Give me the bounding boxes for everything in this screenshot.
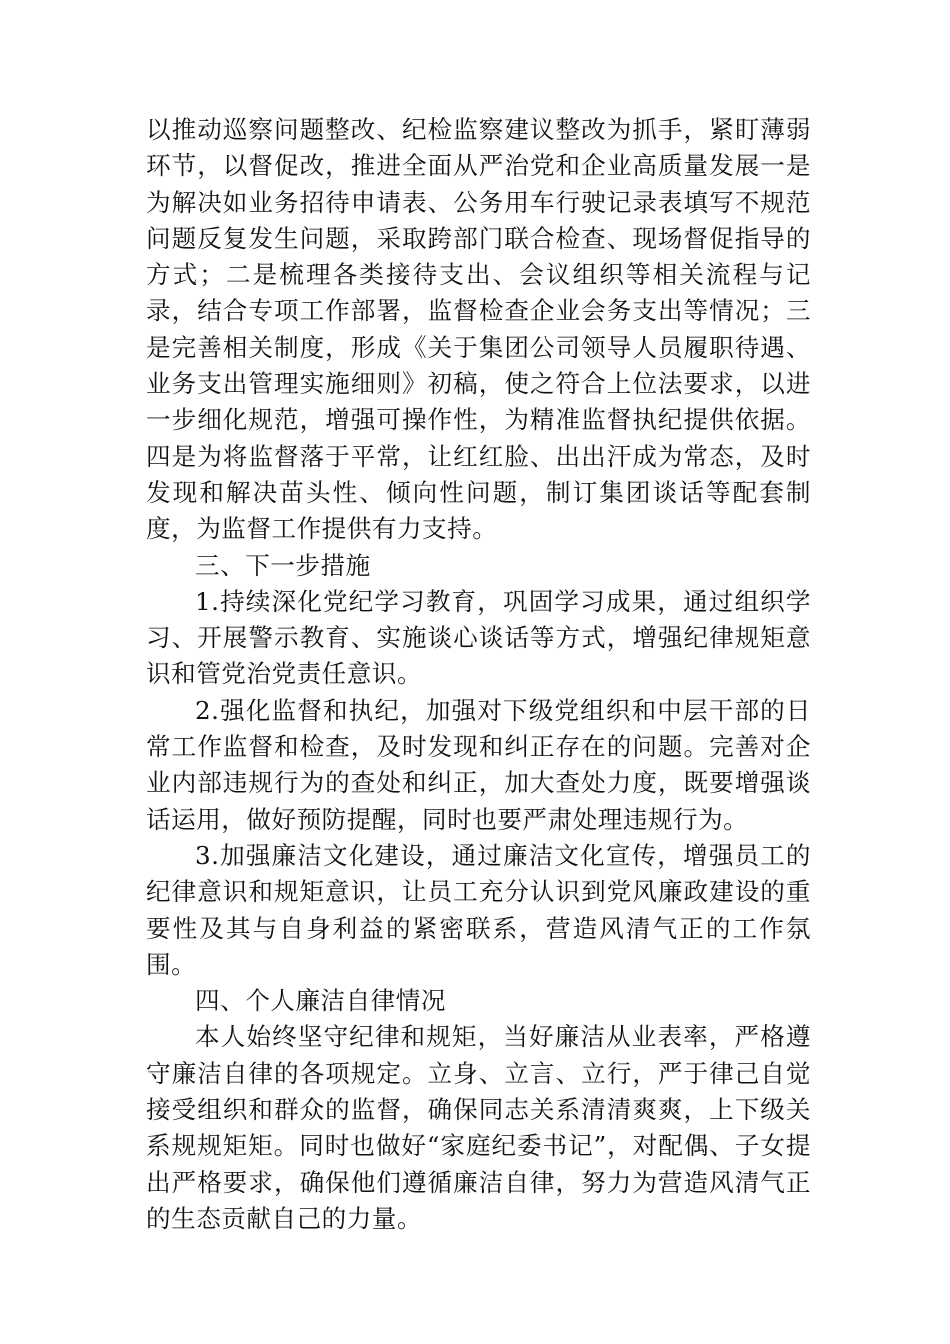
heading-next-steps: 三、下一步措施 <box>195 550 371 580</box>
paragraph-inspection-rectification: 以推动巡察问题整改、纪检监察建议整改为抓手，紧盯薄弱环节，以督促改，推进全面从严治党和企业高质量发展一是为解决如业务招待申请表、公务用车行驶记录表填写不规范问题反复发生问题，采取跨部门联合检查、现场督促指导的方式；二是梳理各类接待支出、会议组织等相关流程与记录，结合专项工作部署，监督检查企业会务支出等情况；三是完善相关制度，形成《关于集团公司领导人员履职待遇、业务支出管理实施细则》初稿，使之符合上位法要求，以进一步细化规范，增强可操作性，为精准监督执纪提供依据。四是为将监督落于平常，让红红脸、出出汗成为常态，及时发现和解决苗头性、倾向性问题，制订集团谈话等配套制度，为监督工作提供有力支持。 <box>146 115 811 544</box>
paragraph-step-2: 2.强化监督和执纪，加强对下级党组织和中层干部的日常工作监督和检查，及时发现和纠正存在的问题。完善对企业内部违规行为的查处和纠正，加大查处力度，既要增强谈话运用，做好预防提醒，同时也要严肃处理违规行为。 <box>146 695 811 834</box>
paragraph-step-3: 3.加强廉洁文化建设，通过廉洁文化宣传，增强员工的纪律意识和规矩意识，让员工充分认识到党风廉政建设的重要性及其与自身利益的紧密联系，营造风清气正的工作氛围。 <box>146 840 811 979</box>
paragraph-personal-integrity: 本人始终坚守纪律和规矩，当好廉洁从业表率，严格遵守廉洁自律的各项规定。立身、立言、立行，严于律己自觉接受组织和群众的监督，确保同志关系清清爽爽，上下级关系规规矩矩。同时也做好“家庭纪委书记”，对配偶、子女提出严格要求，确保他们遵循廉洁自律，努力为营造风清气正的生态贡献自己的力量。 <box>146 1022 811 1233</box>
document-page <box>146 112 811 1237</box>
paragraph-step-1: 1.持续深化党纪学习教育，巩固学习成果，通过组织学习、开展警示教育、实施谈心谈话等方式，增强纪律规矩意识和管党治党责任意识。 <box>146 586 811 689</box>
heading-personal-integrity: 四、个人廉洁自律情况 <box>195 986 446 1016</box>
